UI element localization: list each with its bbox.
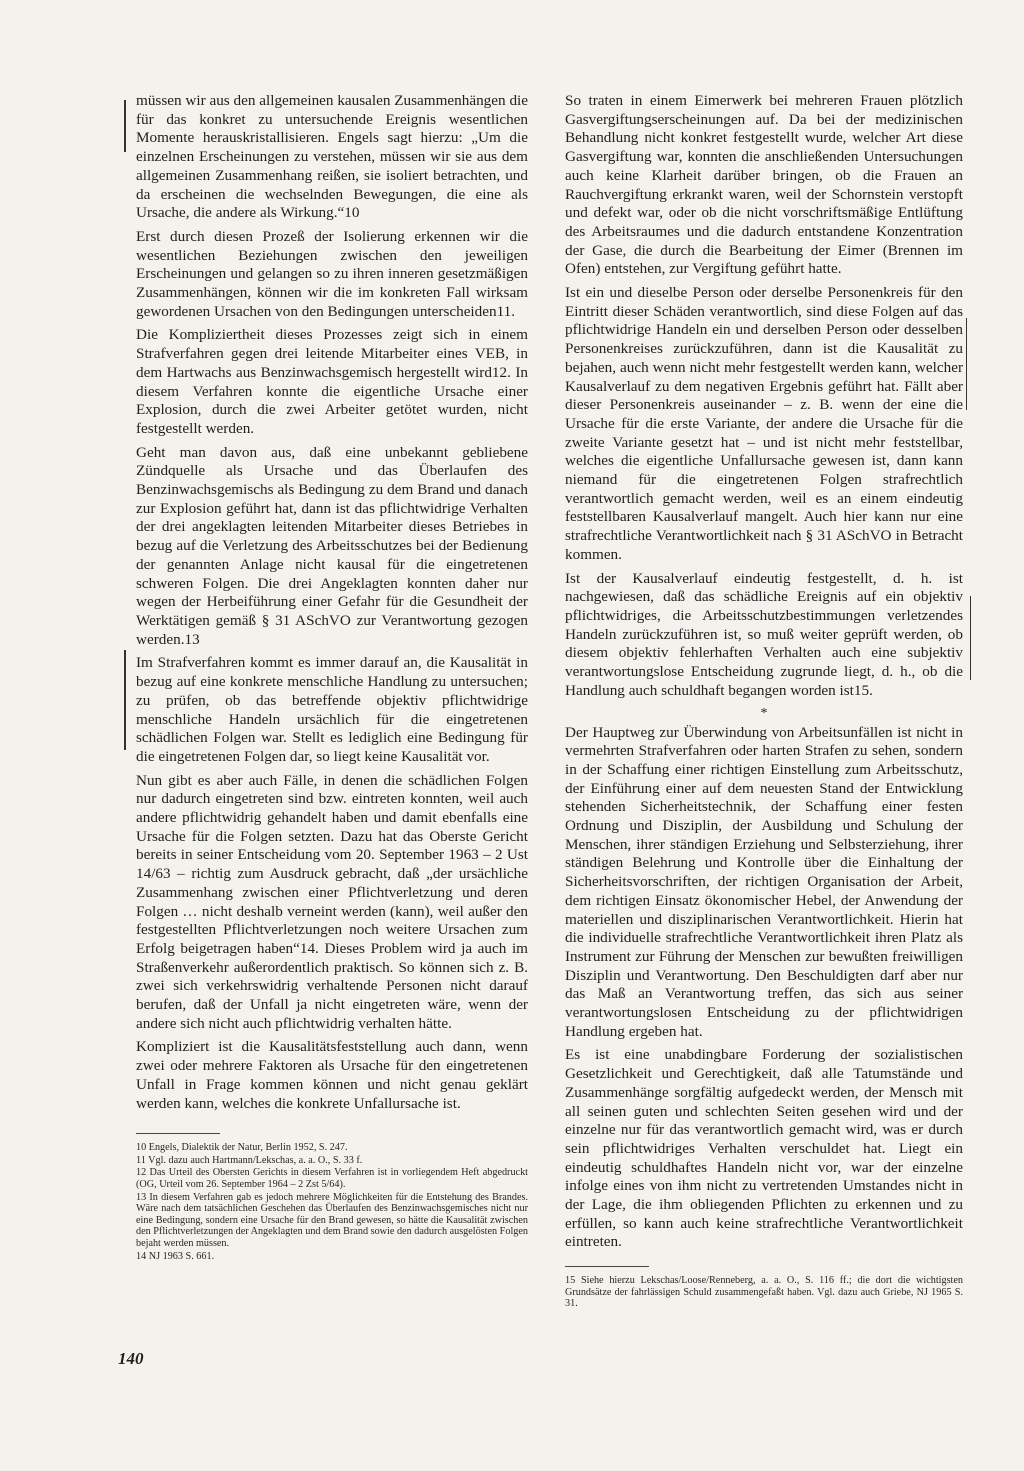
footnote: 15 Siehe hierzu Lekschas/Loose/Renneberg, a. a. O., S. 116 ff.; die dort die wichtigsten Grundsätze der fahrlässigen Schuld zusammengefaßt haben. Vgl. dazu auch Griebe, NJ 1965 S. 31. — [565, 1275, 963, 1310]
body-paragraph: Im Strafverfahren kommt es immer darauf an, die Kausalität in bezug auf eine konkrete menschliche Handlung zu untersuchen; zu prüfen, ob das betreffende objektiv pflichtwidrige menschliche Handeln ursächlich für die eingetretenen schädlichen Folgen war. Stellt es lediglich eine Bedingung für die eingetretenen Folgen dar, so liegt keine Kausalität vor. — [136, 654, 528, 765]
footnote: 10 Engels, Dialektik der Natur, Berlin 1952, S. 247. — [136, 1142, 348, 1154]
margin-mark — [970, 596, 971, 680]
body-paragraph: Geht man davon aus, daß eine unbekannt gebliebene Zündquelle als Ursache und das Überlaufen des Benzinwachsgemischs als Bedingung zu dem Brand und danach zur Explosion geführt hat, dann ist das pflichtwidrige Verhalten der drei angeklagten leitenden Mitarbeiter dieses Betriebes in bezug auf die Verletzung des Arbeitsschutzes bei der Bedienung der genannten Anlage nicht kausal für die eingetretenen schweren Folgen. Die drei Angeklagten konnten daher nur wegen der Herbeiführung einer Gefahr für die Gesundheit der Werktätigen gemäß § 31 ASchVO zur Verantwortung gezogen werden.13 — [136, 443, 528, 648]
footnote: 12 Das Urteil des Obersten Gerichts in diesem Verfahren ist in vorliegendem Heft abgedruckt (OG, Urteil vom 26. September 1964 – 2 Zst 5/64). — [136, 1167, 528, 1191]
footnote: 13 In diesem Verfahren gab es jedoch mehrere Möglichkeiten für die Entstehung des Brandes. Wäre nach dem tatsächlichen Geschehen das Überlaufen des Benzinwachsgemisches nicht nur eine Bedingung, sondern eine Ursache für den Brand gewesen, so hätte die Kausalität zwischen den Pflichtverletzungen der Angeklagten und dem Brand sowie den dadurch ausgelösten Folgen bejaht werden müssen. — [136, 1191, 528, 1250]
body-paragraph: Kompliziert ist die Kausalitätsfeststellung auch dann, wenn zwei oder mehrere Faktoren als Ursache für den eingetretenen Unfall in Frage kommen können und nicht genau geklärt werden kann, welches die konkrete Unfallursache ist. — [136, 1038, 528, 1112]
footnote: 14 NJ 1963 S. 661. — [136, 1250, 215, 1262]
right-column — [565, 92, 963, 1311]
margin-mark — [124, 100, 126, 152]
body-paragraph: Es ist eine unabdingbare Forderung der sozialistischen Gesetzlichkeit und Gerechtigkeit, daß alle Tatumstände und Zusammenhänge sorgfältig aufgedeckt werden, der Mensch mit all seinen guten und schlechten Seiten gesehen wird und der einzelne nur für das verantwortlich gemacht wird, was er durch sein pflichtwidriges Verhalten verschuldet hat. Liegt ein eindeutig schuldhaftes Handeln nicht vor, war der einzelne infolge eines von ihm nicht zu vertretenden Umstandes nicht in der Lage, die ihm obliegenden Pflichten zu erkennen und zu erfüllen, so kann auch keine strafrechtliche Verantwortlichkeit eintreten. — [565, 1046, 963, 1251]
body-paragraph: Erst durch diesen Prozeß der Isolierung erkennen wir die wesentlichen Beziehungen zwischen den jeweiligen Erscheinungen und gelangen so zu ihren inneren gesetzmäßigen Zusammenhängen, können wir die im konkreten Fall wirksam gewordenen Ursachen von den Bedingungen unterscheiden11. — [136, 227, 528, 320]
body-paragraph: Die Kompliziertheit dieses Prozesses zeigt sich in einem Strafverfahren gegen drei leitende Mitarbeiter eines VEB, in dem Hartwachs aus Benzinwachsgemisch hergestellt wird12. In diesem Verfahren konnte die eigentliche Ursache einer Explosion, durch die zwei Arbeiter getötet wurden, nicht festgestellt werden. — [136, 326, 528, 437]
margin-mark — [966, 318, 967, 410]
footnote: 11 Vgl. dazu auch Hartmann/Lekschas, a. a. O., S. 33 f. — [136, 1154, 363, 1166]
body-paragraph: Ist der Kausalverlauf eindeutig festgestellt, d. h. ist nachgewiesen, daß das schädliche Ereignis auf ein objektiv pflichtwidriges, die Arbeitsschutzbestimmungen verletzendes Handeln zurückzuführen ist, so muß weiter geprüft werden, ob diesem objektiv fehlerhaften Verhalten auch eine subjektiv verantwortungslose Entscheidung zugrunde liegt, d. h., ob die Handlung auch schuldhaft begangen worden ist15. — [565, 569, 963, 699]
page-number: 140 — [118, 1349, 144, 1368]
margin-mark — [124, 650, 126, 750]
section-separator: * — [760, 705, 768, 721]
body-paragraph: Ist ein und dieselbe Person oder derselbe Personenkreis für den Eintritt dieser Schäden verantwortlich, sind diese Folgen auf das pflichtwidrige Handeln ein und derselben Person oder desselben Personenkreises zurückzuführen, dann ist die Kausalität zu bejahen, auch wenn nicht mehr festgestellt werden kann, welcher Kausalverlauf zu dem negativen Ergebnis geführt hat. Fällt aber dieser Personenkreis auseinander – z. B. wenn der eine die Ursache für die erste Variante, der andere die Ursache für die zweite Variante gesetzt hat – und ist nicht mehr feststellbar, welches die eigentliche Unfallursache gewesen ist, dann kann niemand für die eingetretenen Folgen strafrechtlich verantwortlich gemacht werden, weil es an einem eindeutig feststellbaren Kausalverlauf mangelt. Auch hier kann nur eine strafrechtliche Verantwortlichkeit nach § 31 ASchVO in Betracht kommen. — [565, 284, 963, 563]
body-paragraph: So traten in einem Eimerwerk bei mehreren Frauen plötzlich Gasvergiftungserscheinungen auf. Da bei der medizinischen Behandlung nicht konkret festgestellt wurde, welcher Art diese Gasvergiftung war, konnten die anschließenden Untersuchungen auch keine Klarheit darüber bringen, ob die Frauen an Rauchvergiftung erkrankt waren, weil der Schornstein verstopft und defekt war, oder ob die nicht vorschriftsmäßige Entlüftung des Arbeitsraumes und die dadurch entstandene Konzentration der Gase, die durch die Bearbeitung der Eimer (Brennen im Ofen) entstehen, zur Vergiftung geführt hatte. — [565, 92, 963, 278]
body-paragraph: Der Hauptweg zur Überwindung von Arbeitsunfällen ist nicht in vermehrten Strafverfahren oder harten Strafen zu sehen, sondern in der Schaffung einer richtigen Einstellung zum Arbeitsschutz, der Einführung einer auf dem neuesten Stand der Entwicklung stehenden Sicherheitstechnik, der Schaffung einer festen Ordnung und Disziplin, der Ausbildung und Schulung der Menschen, ihrer ständigen Erziehung und Selbsterziehung, ihrer ständigen Belehrung und Kontrolle über die Einhaltung der Sicherheitsvorschriften, der richtigen Organisation der Arbeit, dem richtigen Einsatz ökonomischer Hebel, der Anwendung der materiellen und disziplinarischen Verantwortlichkeit. Hierin hat die individuelle strafrechtliche Verantwortlichkeit ihren Platz als Instrument zur Führung der Menschen zur bewußten freiwilligen Disziplin und Verantwortung. Den Beschuldigten darf aber nur das Maß an Verantwortung treffen, das sich aus seiner verantwortungslosen Entscheidung zu der pflichtwidrigen Handlung ergeben hat. — [565, 723, 963, 1040]
body-paragraph: müssen wir aus den allgemeinen kausalen Zusammenhängen die für das konkret zu untersuchende Ereignis wesentlichen Momente herauskristallisieren. Engels sagt hierzu: „Um die einzelnen Erscheinungen zu verstehen, müssen wir sie aus dem allgemeinen Zusammenhang reißen, sie isoliert betrachten, und da erscheinen die wechselnden Bewegungen, die eine als Ursache, die andere als Wirkung.“10 — [136, 92, 528, 222]
left-column — [136, 92, 528, 1263]
body-paragraph: Nun gibt es aber auch Fälle, in denen die schädlichen Folgen nur dadurch eingetreten sind bzw. eintreten konnten, weil auch andere pflichtwidrig gehandelt haben und damit ebenfalls eine Ursache für die Folgen setzten. Dazu hat das Oberste Gericht bereits in seiner Entscheidung vom 20. September 1963 – 2 Ust 14/63 – richtig zum Ausdruck gebracht, daß „der ursächliche Zusammenhang zwischen einer Pflichtverletzung und deren Folgen … nicht deshalb verneint werden (kann), weil außer den festgestellten Pflichtverletzungen noch weitere Ursachen zum Erfolg beigetragen haben“14. Dieses Problem wird ja auch im Straßenverkehr außerordentlich praktisch. So können sich z. B. zwei sich verkehrswidrig verhaltende Personen nicht darauf berufen, daß der Unfall ja nicht eingetreten wäre, wenn der andere sich nicht auch pflichtwidrig verhalten hätte. — [136, 771, 528, 1032]
footnote-divider — [136, 1133, 220, 1134]
footnote-divider — [565, 1266, 649, 1267]
